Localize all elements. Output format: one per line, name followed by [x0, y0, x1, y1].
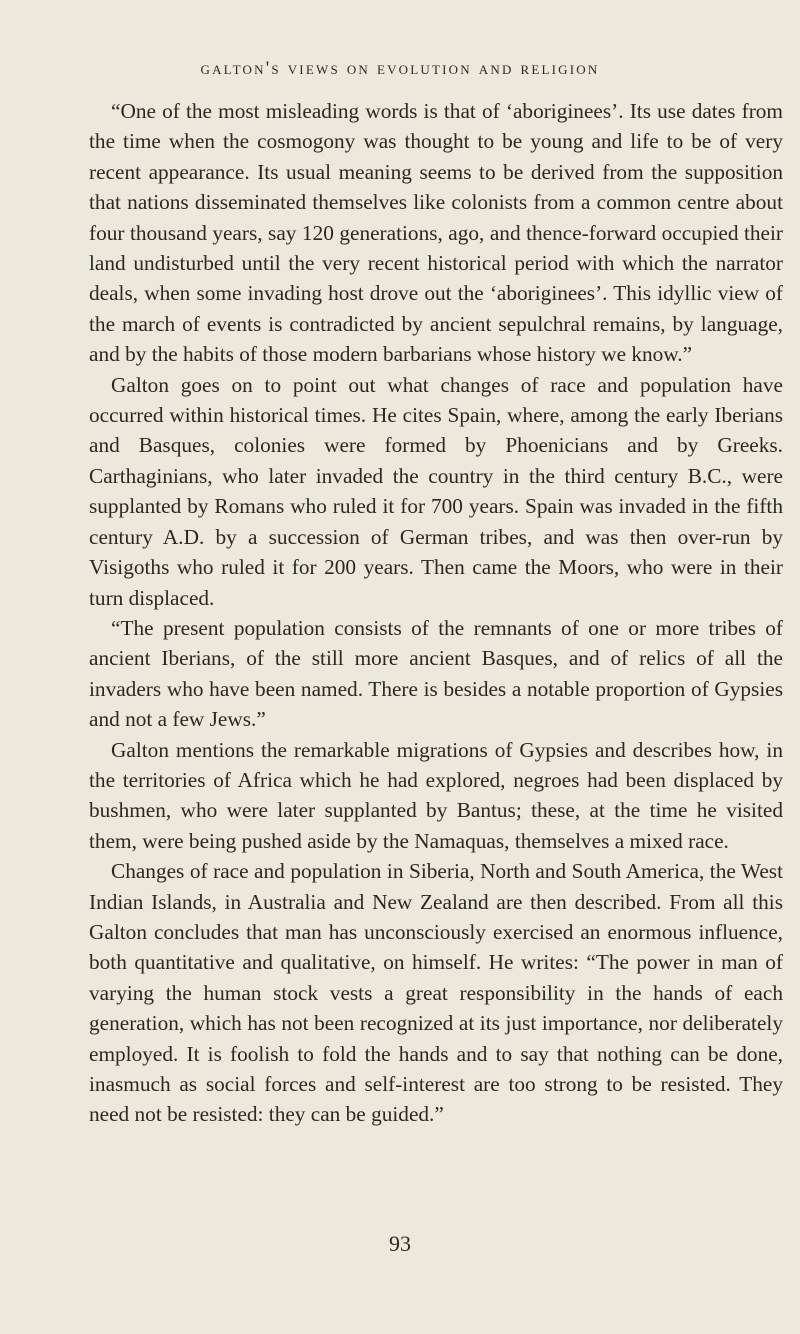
- paragraph-aboriginees-quote: “One of the most misleading words is that of ‘aboriginees’. Its use dates from the time when the cosmogony was thought to be young and life to be of very recent appearance. Its usual meaning seems to be derived from the supposition that nations disseminated themselves like colonists from a common centre about four thousand years, say 120 generations, ago, and thence-forward occupied their land undisturbed until the very recent historical period with which the narrator deals, when some invading host drove out the ‘aboriginees’. This idyllic view of the march of events is contradicted by ancient sepulchral remains, by language, and by the habits of those modern barbarians whose history we know.”: [89, 99, 783, 367]
- paragraph-africa-migrations: Galton mentions the remarkable migrations of Gypsies and describes how, in the territories of Africa which he had explored, negroes had been displaced by bushmen, who were later supplanted by Bantus; these, at the time he visited them, were being pushed aside by the Namaquas, themselves a mixed race.: [89, 737, 783, 853]
- paragraph-present-population-quote: “The present population consists of the remnants of one or more tribes of ancient Iberians, of the still more ancient Basques, and of relics of all the invaders who have been named. There is besides a notable proportion of Gypsies and not a few Jews.”: [89, 615, 783, 732]
- page-number: 93: [389, 1231, 411, 1256]
- running-title: galton's views on evolution and religion: [200, 58, 600, 79]
- body-text: [89, 96, 783, 1130]
- paragraph-spain-history: Galton goes on to point out what changes of race and population have occurred within historical times. He cites Spain, where, among the early Iberians and Basques, colonies were formed by Phoenicians and by Greeks. Carthaginians, who later invaded the country in the third century B.C., were supplanted by Romans who ruled it for 700 years. Spain was invaded in the fifth century A.D. by a succession of German tribes, and was then over-run by Visigoths who ruled it for 200 years. Then came the Moors, who were in their turn displaced.: [89, 372, 783, 610]
- paragraph-conclusion: Changes of race and population in Siberia, North and South America, the West Indian Islands, in Australia and New Zealand are then described. From all this Galton concludes that man has unconsciously exercised an enormous influence, both quantitative and qualitative, on himself. He writes: “The power in man of varying the human stock vests a great responsibility in the hands of each generation, which has not been recognized at its just importance, nor deliberately employed. It is foolish to fold the hands and to say that nothing can be done, inasmuch as social forces and self-interest are too strong to be resisted. They need not be resisted: they can be guided.”: [89, 859, 783, 1127]
- running-header: [0, 58, 800, 80]
